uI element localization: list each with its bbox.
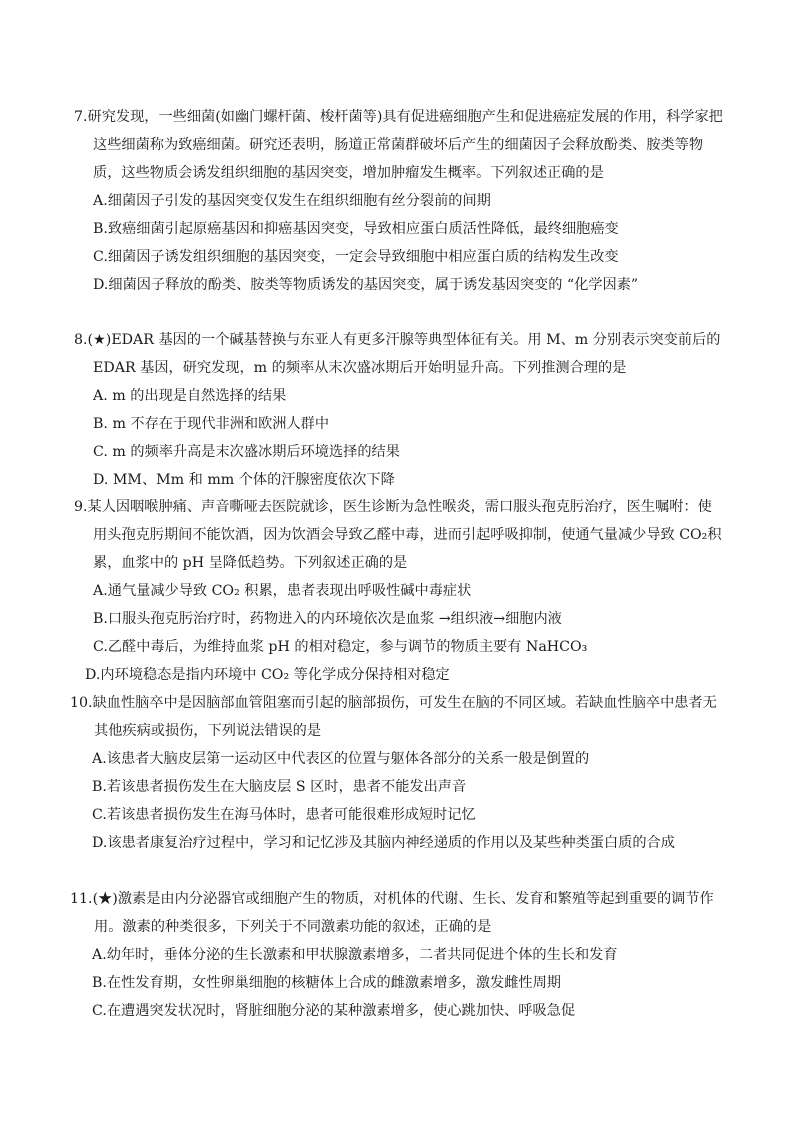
option-c: C.乙醛中毒后，为维持血浆 pH 的相对稳定，参与调节的物质主要有 NaHCO₃ [93,639,588,655]
option-d: D.内环境稳态是指内环境中 CO₂ 等化学成分保持相对稳定 [85,667,450,683]
option-b: B.若该患者损伤发生在大脑皮层 S 区时，患者不能发出声音 [92,779,467,795]
option-b: B. m 不存在于现代非洲和欧洲人群中 [93,416,330,432]
option-c: C.细菌因子诱发组织细胞的基因突变，一定会导致细胞中相应蛋白质的结构发生改变 [93,249,619,265]
option-d: D. MM、Mm 和 mm 个体的汗腺密度依次下降 [93,472,395,488]
option-c: C.若该患者损伤发生在海马体时，患者可能很难形成短时记忆 [92,807,476,823]
option-d: D.细菌因子释放的酚类、胺类等物质诱发的基因突变，属于诱发基因突变的 “化学因素” [93,277,639,293]
option-b: B.致癌细菌引起原癌基因和抑癌基因突变，导致相应蛋白质活性降低，最终细胞癌变 [93,221,619,237]
option-a: A.幼年时，垂体分泌的生长激素和甲状腺激素增多，二者共同促进个体的生长和发育 [92,947,618,963]
question-8 [74,326,724,494]
option-c: C. m 的频率升高是末次盛冰期后环境选择的结果 [93,444,400,460]
option-c: C.在遭遇突发状况时，肾脏细胞分泌的某种激素增多，使心跳加快、呼吸急促 [92,1003,576,1019]
question-stem: 9.某人因咽喉肿痛、声音嘶哑去医院就诊，医生诊断为急性喉炎，需口服头孢克肟治疗，医生嘱咐：使用头孢克肟期间不能饮酒，因为饮酒会导致乙醛中毒，进而引起呼吸抑制，使通气量减少导致 CO₂积累，血浆中的 pH 呈降低趋势。下列叙述正确的是 [74,499,722,571]
question-stem: 8.(★)EDAR 基因的一个碱基替换与东亚人有更多汗腺等典型体征有关。用 M、m 分别表示突变前后的 EDAR 基因，研究发现，m 的频率从末次盛冰期后开始明显升高。下列推测合理的是 [74,332,721,376]
option-a: A.该患者大脑皮层第一运动区中代表区的位置与躯体各部分的关系一般是倒置的 [92,751,590,767]
question-stem: 11.(★)激素是由内分泌器官或细胞产生的物质，对机体的代谢、生长、发育和繁殖等起到重要的调节作用。激素的种类很多，下列关于不同激素功能的叙述，正确的是 [70,891,714,935]
question-7 [74,103,724,299]
question-11 [70,885,720,1025]
question-10 [70,689,720,857]
option-a: A.细菌因子引发的基因突变仅发生在组织细胞有丝分裂前的间期 [93,193,491,209]
question-stem: 7.研究发现，一些细菌(如幽门螺杆菌、梭杆菌等)具有促进癌细胞产生和促进癌症发展的作用，科学家把这些细菌称为致癌细菌。研究还表明，肠道正常菌群破坏后产生的细菌因子会释放酚类、胺类等物质，这些物质会诱发组织细胞的基因突变，增加肿瘤发生概率。下列叙述正确的是 [74,109,723,181]
option-d: D.该患者康复治疗过程中，学习和记忆涉及其脑内神经递质的作用以及某些种类蛋白质的合成 [92,835,675,851]
option-a: A. m 的出现是自然选择的结果 [93,388,287,404]
option-b: B.口服头孢克肟治疗时，药物进入的内环境依次是血浆 →组织液→细胞内液 [93,611,562,627]
option-a: A.通气量减少导致 CO₂ 积累，患者表现出呼吸性碱中毒症状 [93,583,472,599]
question-9 [74,493,724,689]
option-b: B.在性发育期，女性卵巢细胞的核糖体上合成的雌激素增多，激发雌性周期 [92,975,561,991]
question-stem: 10.缺血性脑卒中是因脑部血管阻塞而引起的脑部损伤，可发生在脑的不同区域。若缺血性脑卒中患者无其他疾病或损伤，下列说法错误的是 [70,695,717,739]
